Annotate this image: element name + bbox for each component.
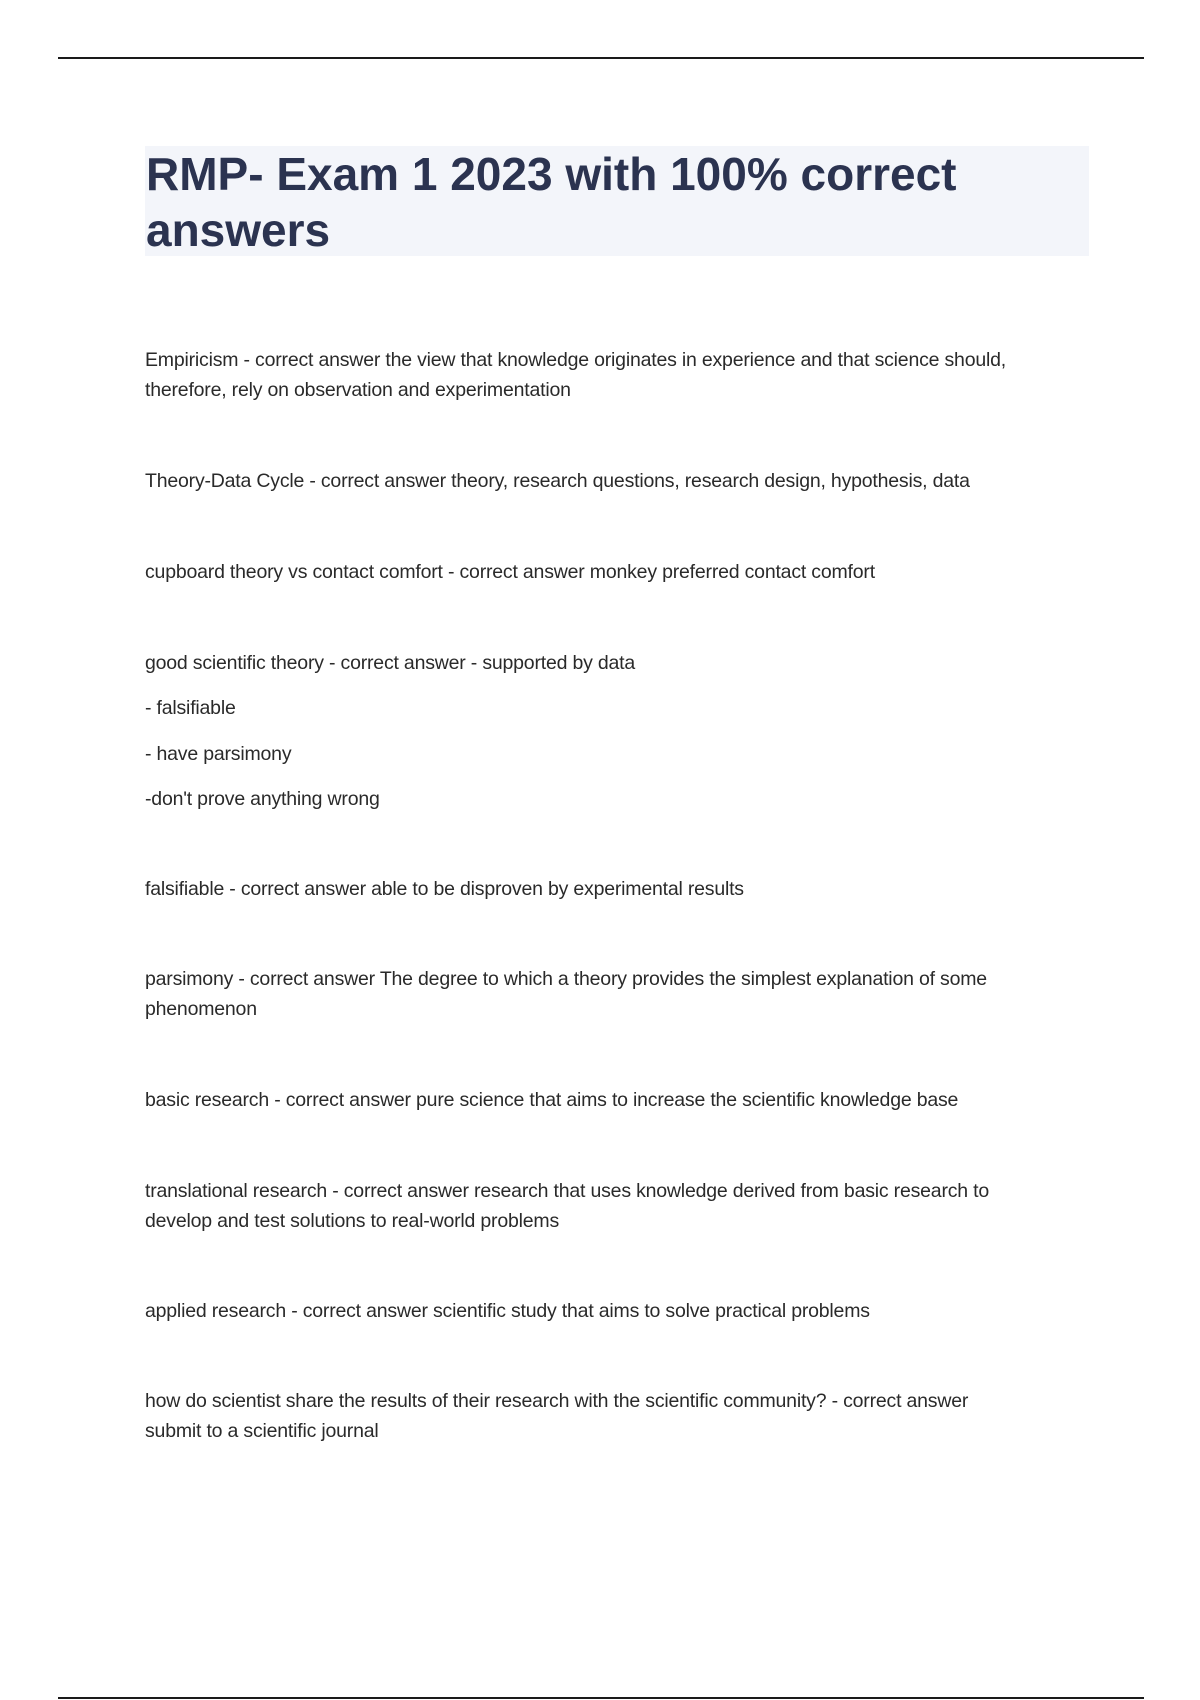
document-title: [146, 146, 1089, 258]
bottom-rule: [58, 1697, 1144, 1699]
entry-line: therefore, rely on observation and experimentation: [145, 379, 571, 401]
entry-line: - falsifiable: [145, 697, 236, 719]
entry-line: submit to a scientific journal: [145, 1420, 379, 1442]
entry-line: -don't prove anything wrong: [145, 788, 380, 810]
entry-cupboard-theory: [145, 557, 1085, 587]
top-rule: [58, 57, 1144, 59]
entry-line: basic research - correct answer pure science that aims to increase the scientific knowledge base: [145, 1089, 959, 1111]
entry-line: parsimony - correct answer The degree to which a theory provides the simplest explanation of some: [145, 968, 987, 990]
entry-line: good scientific theory - correct answer - supported by data: [145, 652, 636, 674]
entry-line: Theory-Data Cycle - correct answer theory, research questions, research design, hypothesis, data: [145, 470, 970, 492]
entry-line: phenomenon: [145, 998, 257, 1020]
title-line-2: answers: [146, 204, 331, 256]
entry-dont-prove-point: [145, 784, 1085, 814]
entry-parsimony: [145, 964, 1085, 1024]
entry-translational-research: [145, 1176, 1085, 1236]
entry-line: falsifiable - correct answer able to be disproven by experimental results: [145, 878, 744, 900]
title-line-1: RMP- Exam 1 2023 with 100% correct: [146, 148, 957, 200]
entry-theory-data-cycle: [145, 466, 1085, 496]
entry-good-scientific-theory: [145, 648, 1085, 678]
entry-line: - have parsimony: [145, 743, 292, 765]
entry-applied-research: [145, 1296, 1085, 1326]
entry-line: how do scientist share the results of their research with the scientific community? - correct answer: [145, 1390, 969, 1412]
entry-falsifiable-point: [145, 693, 1085, 723]
entry-line: Empiricism - correct answer the view that knowledge originates in experience and that science should,: [145, 349, 1006, 371]
entry-line: translational research - correct answer research that uses knowledge derived from basic research to: [145, 1180, 990, 1202]
entry-falsifiable: [145, 874, 1085, 904]
entry-basic-research: [145, 1085, 1085, 1115]
entry-line: develop and test solutions to real-world problems: [145, 1210, 560, 1232]
entry-line: applied research - correct answer scientific study that aims to solve practical problems: [145, 1300, 870, 1322]
entry-parsimony-point: [145, 739, 1085, 769]
entry-sharing-results: [145, 1386, 1085, 1446]
entry-line: cupboard theory vs contact comfort - correct answer monkey preferred contact comfort: [145, 561, 875, 583]
title-block: [145, 146, 1089, 256]
entry-empiricism: [145, 345, 1085, 405]
